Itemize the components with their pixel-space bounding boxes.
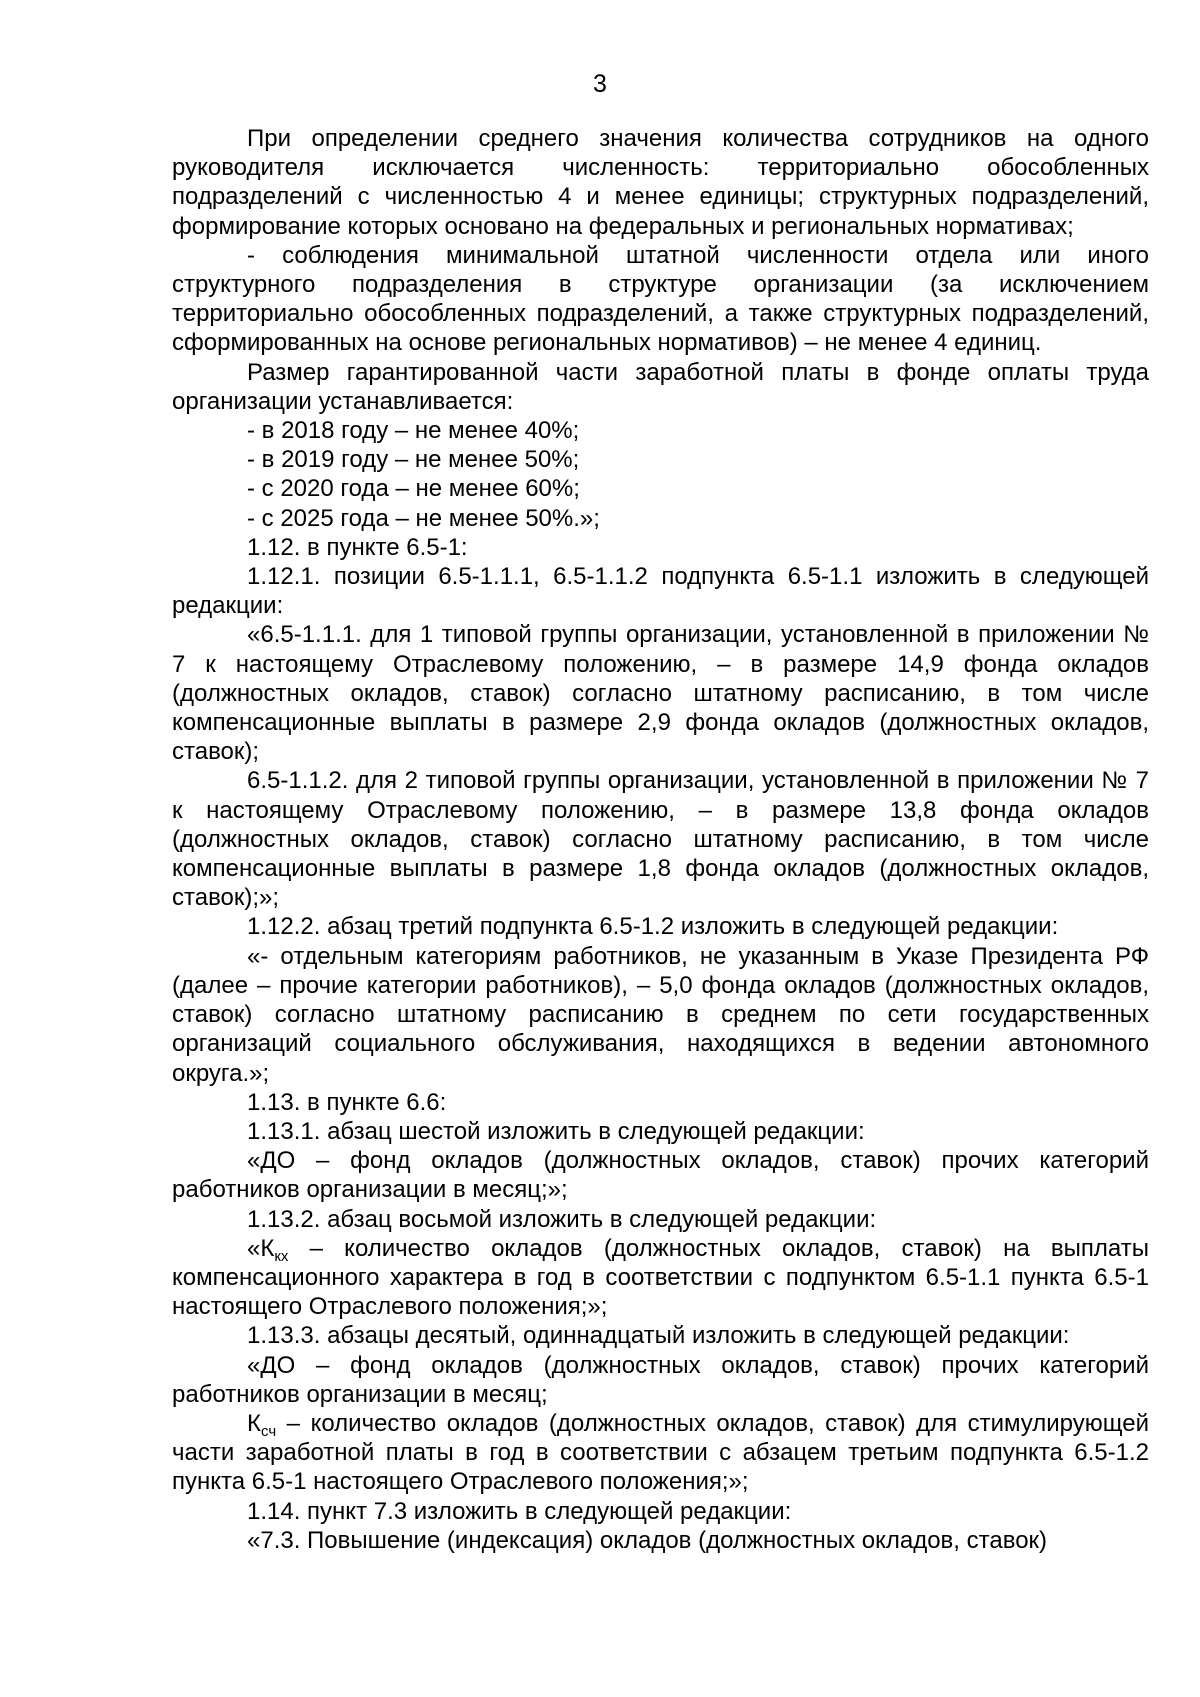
paragraph: «7.3. Повышение (индексация) окладов (должностных окладов, ставок) [247, 1526, 1048, 1554]
list-item: - в 2019 году – не менее 50%; [247, 446, 580, 474]
paragraph [172, 1409, 1149, 1497]
paragraph: Размер гарантированной части заработной платы в фонде оплаты труда организации устанавливается: [172, 358, 1149, 415]
paragraph: «ДО – фонд окладов (должностных окладов, ставок) прочих категорий работников организации в месяц;»; [172, 1147, 1149, 1204]
document-body [172, 124, 1149, 1555]
paragraph: При определении среднего значения количества сотрудников на одного руководителя исключается численность: территориально обособленных подразделений с численностью 4 и менее единицы; структурных подразделений, формирование которых основано на федеральных и региональных нормативах; [172, 125, 1149, 240]
formula-symbol: К [247, 1409, 261, 1437]
paragraph-text: – количество окладов (должностных окладов, ставок) для стимулирующей части заработной платы в год в соответствии с абзацем третьим подпункта 6.5-1.2 пункта 6.5-1 настоящего Отраслевого положения;»; [172, 1409, 1149, 1496]
paragraph: 1.13.3. абзацы десятый, одиннадцатый изложить в следующей редакции: [247, 1322, 1070, 1350]
list-item: - в 2018 году – не менее 40%; [247, 417, 580, 445]
paragraph: 1.12.2. абзац третий подпункта 6.5-1.2 изложить в следующей редакции: [247, 913, 1059, 941]
paragraph: 1.13.1. абзац шестой изложить в следующей редакции: [247, 1117, 865, 1145]
formula-subscript: сч [260, 1422, 277, 1440]
paragraph: 1.14. пункт 7.3 изложить в следующей редакции: [247, 1497, 792, 1525]
paragraph: 1.12.1. позиции 6.5-1.1.1, 6.5-1.1.2 подпункта 6.5-1.1 изложить в следующей редакции: [172, 563, 1149, 620]
list-item: - с 2020 года – не менее 60%; [247, 475, 580, 503]
list-item: - с 2025 года – не менее 50%.»; [247, 504, 600, 532]
formula-symbol: «К [247, 1234, 275, 1262]
paragraph: 6.5-1.1.2. для 2 типовой группы организации, установленной в приложении № 7 к настоящему Отраслевому положению, – в размере 13,8 фонда окладов (должностных окладов, ставок) согласно штатному расписанию, в том числе компенсационные выплаты в размере 1,8 фонда окладов (должностных окладов, ставок);»; [172, 767, 1149, 912]
paragraph: 1.12. в пункте 6.5-1: [247, 533, 468, 561]
formula-subscript: кх [274, 1247, 289, 1265]
paragraph: 1.13. в пункте 6.6: [247, 1088, 447, 1116]
paragraph: «6.5-1.1.1. для 1 типовой группы организации, установленной в приложении № 7 к настоящему Отраслевому положению, – в размере 14,9 фонда окладов (должностных окладов, ставок) согласно штатному расписанию, в том числе компенсационные выплаты в размере 2,9 фонда окладов (должностных окладов, ставок); [172, 621, 1149, 766]
paragraph: «ДО – фонд окладов (должностных окладов, ставок) прочих категорий работников организации в месяц; [172, 1351, 1149, 1408]
paragraph: - соблюдения минимальной штатной численности отдела или иного структурного подразделения в структуре организации (за исключением территориально обособленных подразделений, а также структурных подразделений, сформированных на основе региональных нормативов) – не менее 4 единиц. [172, 241, 1149, 357]
paragraph [172, 1234, 1149, 1322]
paragraph: 1.13.2. абзац восьмой изложить в следующей редакции: [247, 1205, 877, 1233]
paragraph: «- отдельным категориям работников, не указанным в Указе Президента РФ (далее – прочие категории работников), – 5,0 фонда окладов (должностных окладов, ставок) согласно штатному расписанию в среднем по сети государственных организаций социального обслуживания, находящихся в ведении автономного округа.»; [172, 942, 1149, 1087]
page-number: 3 [593, 70, 607, 98]
paragraph-text: – количество окладов (должностных окладов, ставок) на выплаты компенсационного характера в год в соответствии с подпунктом 6.5-1.1 пункта 6.5-1 настоящего Отраслевого положения;»; [172, 1234, 1149, 1321]
